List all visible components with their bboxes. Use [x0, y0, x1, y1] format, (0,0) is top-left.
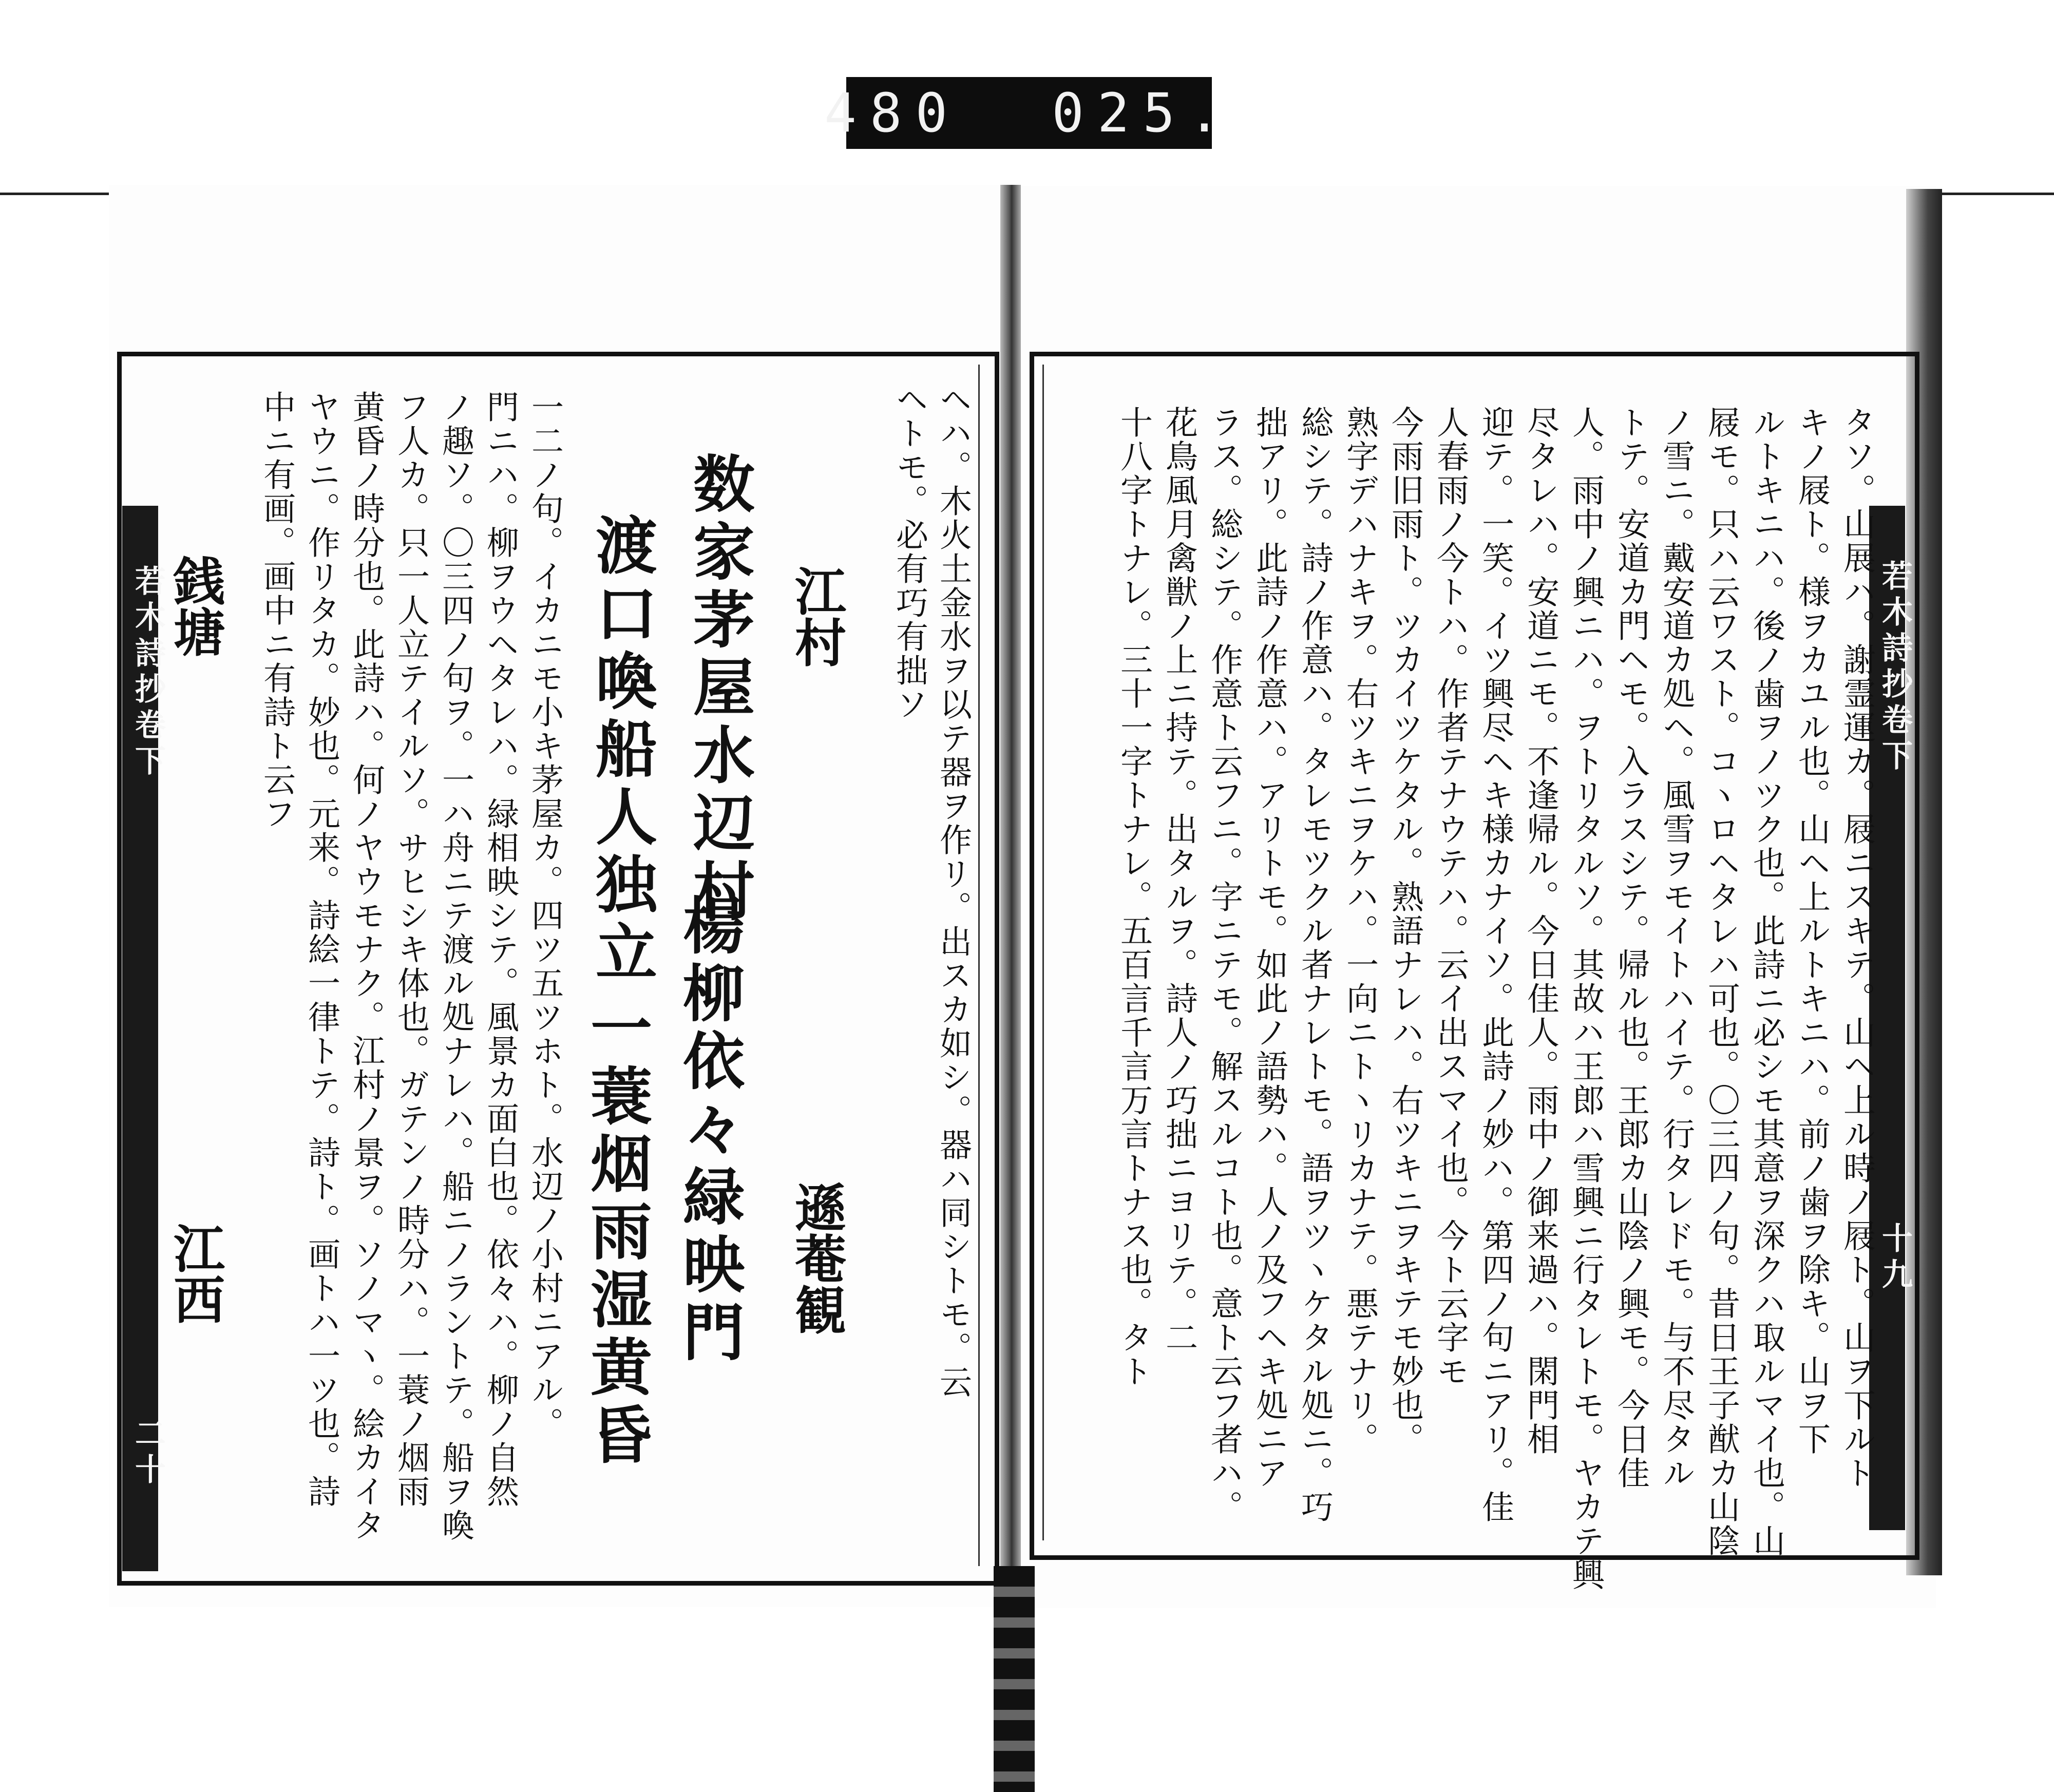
verse-line-2: 数家茅屋水辺村	[683, 452, 755, 926]
commentary-col-1: 門ニハ。柳ヲウヘタレハ。緑相映シテ。風景カ面白也。依々ハ。柳ノ自然	[482, 390, 519, 1509]
left-inner-line	[978, 365, 980, 1566]
book-gutter	[1000, 185, 1021, 1607]
left-folio: 二十	[130, 1417, 166, 1489]
right-text-col-4: ノ雪ニ。戴安道カ処ヘ。風雪ヲモイトハイテ。行タレドモ。与不尽タル	[1658, 406, 1695, 1490]
right-text-col-2: ルトキニハ。後ノ歯ヲノツク也。此詩ニ必シモ其意ヲ深クハ取ルマイ也。山	[1748, 406, 1785, 1558]
poem-title: 江村	[786, 565, 847, 668]
commentary-col-4: 黄昏ノ時分也。此詩ハ。何ノヤウモナク。江村ノ景ヲ。ソノマヽ。絵カイタ	[348, 390, 385, 1542]
next-poem-author: 江西	[165, 1222, 225, 1325]
right-text-col-8: 迎テ。一笑。イツ興尽ヘキ様カナイソ。此詩ノ妙ハ。第四ノ句ニアリ。佳	[1477, 406, 1514, 1524]
commentary-col-3: フ人カ。只一人立テイルソ。サヒシキ体也。ガテンノ時分ハ。一蓑ノ烟雨	[392, 390, 430, 1509]
right-text-col-10: 今雨旧雨ト。ツカイツケタル。熟語ナレハ。右ツキニヲキテモ妙也。	[1386, 406, 1424, 1456]
right-text-col-7: 尽タレハ。安道ニモ。不逢帰ル。今日佳人。雨中ノ御来過ハ。閑門相	[1522, 406, 1559, 1456]
right-text-col-0: タソ。山展ハ。謝霊運カ。屐ニスキテ。山ヘ上ル時ノ屐ト。山ヲ下ルト	[1838, 406, 1876, 1490]
right-text-col-3: 屐モ。只ハ云ワスト。コヽロヘタレハ可也。〇三四ノ句。昔日王子猷カ山陰	[1703, 406, 1740, 1558]
right-text-col-1: キノ屐ト。様ヲカユル也。山ヘ上ルトキニハ。前ノ歯ヲ除キ。山ヲ下	[1793, 406, 1831, 1456]
right-text-col-9: 人春雨ノ今トハ。作者テナウテハ。云イ出スマイ也。今ト云字モ	[1432, 406, 1469, 1388]
right-text-col-11: 熟字デハナキヲ。右ツキニヲケハ。一向ニトヽリカナテ。悪テナリ。	[1341, 406, 1379, 1456]
right-text-col-6: 人。雨中ノ興ニハ。ヲトリタルソ。其故ハ王郎ハ雪興ニ行タレトモ。ヤカテ興	[1567, 406, 1605, 1592]
commentary-col-2: ノ趣ソ。〇三四ノ句ヲ。一ハ舟ニテ渡ル処ナレハ。船ニノラントテ。船ヲ喚	[437, 390, 474, 1542]
verse-line-1: 楊柳依々緑映門	[673, 893, 745, 1368]
right-text-col-12: 総シテ。詩ノ作意ハ。タレモツクル者ナレトモ。語ヲツヽケタル処ニ。巧	[1296, 406, 1334, 1524]
right-text-col-16: 十八字トナレ。三十一字トナレ。五百言千言万言トナス也。タト	[1115, 406, 1153, 1388]
right-folio: 十九	[1877, 1222, 1913, 1294]
scan-label: 480 025.	[846, 77, 1212, 149]
left-text-col-1: ヘトモ。必有巧有拙ソ	[891, 383, 928, 721]
left-spine-title: 若木詩抄卷下	[130, 565, 166, 780]
right-text-col-14: ラス。総シテ。作意ト云フニ。字ニテモ。解スルコト也。意ト云フ者ハ。	[1206, 406, 1243, 1524]
verse-line-3: 一蓑烟雨湿黄昏	[580, 996, 653, 1471]
right-inner-line	[1042, 365, 1044, 1540]
verse-line-4: 渡口喚船人独立	[585, 513, 658, 988]
right-text-col-5: トテ。安道カ門ヘモ。入ラスシテ。帰ル也。王郎カ山陰ノ興モ。今日佳	[1612, 406, 1650, 1490]
commentary-col-6: 中ニ有画。画中ニ有詩ト云フ	[258, 390, 296, 831]
next-poem-title: 銭塘	[165, 555, 225, 657]
right-spine-title: 若木詩抄卷下	[1877, 560, 1913, 775]
poem-author: 遜菴観	[786, 1181, 847, 1335]
right-text-col-15: 花鳥風月禽獣ノ上ニ持テ。出タルヲ。詩人ノ巧拙ニヨリテ。二	[1161, 406, 1198, 1355]
right-text-col-13: 拙アリ。此詩ノ作意ハ。アリトモ。如此ノ語勢ハ。人ノ及フヘキ処ニア	[1251, 406, 1288, 1490]
commentary-col-5: ヤウニ。作リタカ。妙也。元来。詩絵一律トテ。詩ト。画トハ一ツ也。詩	[303, 390, 340, 1509]
left-text-col-0: ヘハ。木火土金水ヲ以テ器ヲ作リ。出スカ如シ。器ハ同シトモ。云	[935, 383, 972, 1399]
gutter-edge	[994, 1566, 1035, 1792]
commentary-col-0: 一二ノ句。イカニモ小キ茅屋カ。四ツ五ツホト。水辺ノ小村ニアル。	[526, 390, 564, 1441]
